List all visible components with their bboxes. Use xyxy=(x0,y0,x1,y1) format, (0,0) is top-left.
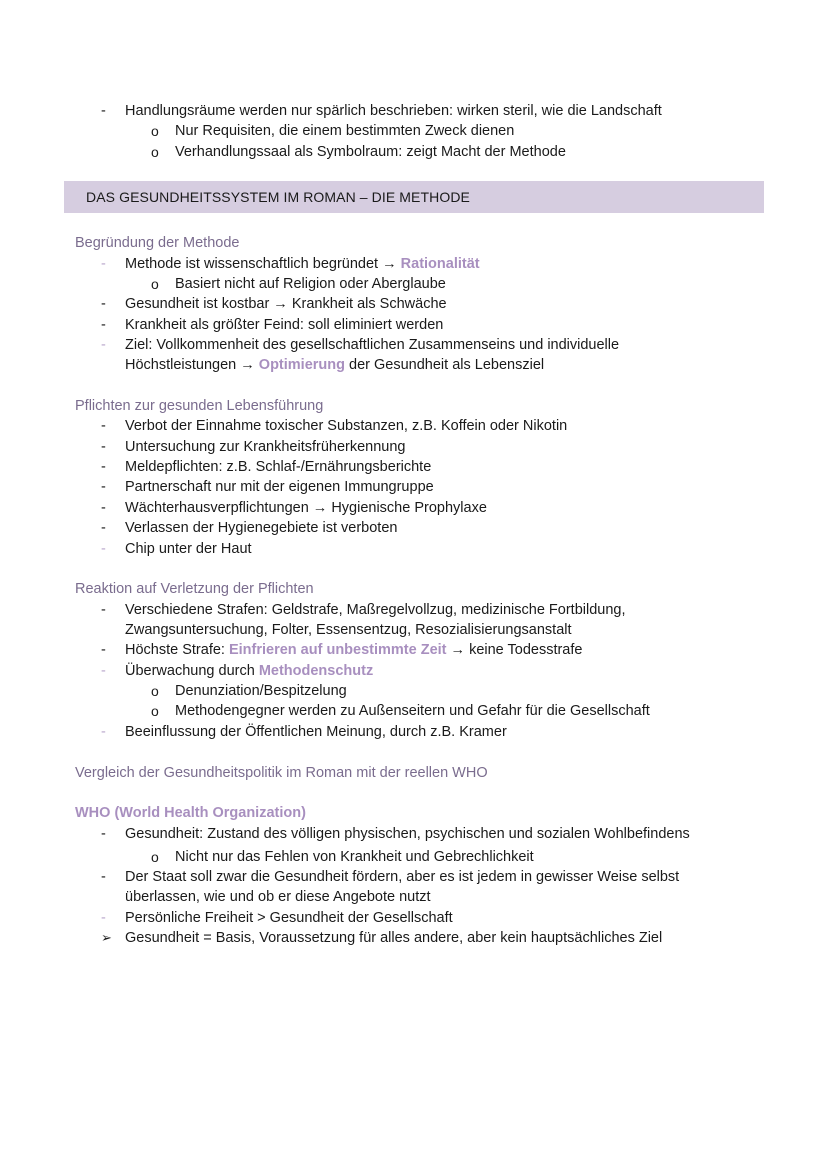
subheading-pflichten: Pflichten zur gesunden Lebensführung xyxy=(75,398,324,414)
bullet-dash: - xyxy=(101,869,106,885)
sub-bullet-text: Methodengegner werden zu Außenseitern und Gefahr für die Gesellschaft xyxy=(175,703,650,719)
sub-bullet-text: Nur Requisiten, die einem bestimmten Zweck dienen xyxy=(175,123,515,139)
arrow-bullet-icon: ➢ xyxy=(101,930,112,945)
bullet-dash: - xyxy=(101,663,106,679)
list-item: Chip unter der Haut xyxy=(125,541,252,557)
sub-bullet-text: Verhandlungssaal als Symbolraum: zeigt Macht der Methode xyxy=(175,144,566,160)
bullet-text: Gesundheit = Basis, Voraussetzung für alles andere, aber kein hauptsächliches Ziel xyxy=(125,930,663,946)
bullet-text: Höchste Strafe: Einfrieren auf unbestimmte Zeit → keine Todesstrafe xyxy=(125,642,583,658)
bullet-text: Beeinflussung der Öffentlichen Meinung, durch z.B. Kramer xyxy=(125,724,507,740)
sub-bullet: o xyxy=(151,703,159,719)
list-item: Verbot der Einnahme toxischer Substanzen, z.B. Koffein oder Nikotin xyxy=(125,418,568,434)
bullet-dash: - xyxy=(101,256,106,272)
bullet-text: Verschiedene Strafen: Geldstrafe, Maßregelvollzug, medizinische Fortbildung, xyxy=(125,602,626,618)
bullet-text: Persönliche Freiheit > Gesundheit der Gesellschaft xyxy=(125,910,453,926)
highlight-rationalitaet: Rationalität xyxy=(400,256,480,272)
bullet-text: Gesundheit: Zustand des völligen physischen, psychischen und sozialen Wohlbefindens xyxy=(125,826,690,842)
bullet-dash: - xyxy=(101,103,106,119)
bullet-dash: - xyxy=(101,479,106,495)
bullet-dash: - xyxy=(101,439,106,455)
bullet-text: Gesundheit ist kostbar → Krankheit als Schwäche xyxy=(125,296,447,312)
bullet-dash: - xyxy=(101,541,106,557)
subheading-begruendung: Begründung der Methode xyxy=(75,235,240,251)
bullet-dash: - xyxy=(101,520,106,536)
bullet-dash: - xyxy=(101,500,106,516)
sub-bullet-text: Nicht nur das Fehlen von Krankheit und Gebrechlichkeit xyxy=(175,849,534,865)
list-item: Partnerschaft nur mit der eigenen Immungruppe xyxy=(125,479,434,495)
sub-bullet: o xyxy=(151,683,159,699)
subheading-reaktion: Reaktion auf Verletzung der Pflichten xyxy=(75,581,314,597)
bullet-dash: - xyxy=(101,317,106,333)
bullet-text-cont: überlassen, wie und ob er diese Angebote nutzt xyxy=(125,889,431,905)
sub-bullet: o xyxy=(151,276,159,292)
bullet-text: Der Staat soll zwar die Gesundheit fördern, aber es ist jedem in gewisser Weise selbst xyxy=(125,869,680,885)
bullet-dash: - xyxy=(101,337,106,353)
highlight-einfrieren: Einfrieren auf unbestimmte Zeit xyxy=(228,642,447,658)
bullet-text: Ziel: Vollkommenheit des gesellschaftlichen Zusammenseins und individuelle xyxy=(125,337,620,353)
bullet-text: Überwachung durch Methodenschutz xyxy=(125,663,374,679)
sub-bullet: o xyxy=(151,849,159,865)
sub-bullet-text: Denunziation/Bespitzelung xyxy=(175,683,347,699)
highlight-optimierung: Optimierung xyxy=(258,357,345,373)
list-item: Wächterhausverpflichtungen → Hygienische Prophylaxe xyxy=(125,500,487,516)
section-heading: DAS GESUNDHEITSSYSTEM IM ROMAN – DIE METHODE xyxy=(86,189,470,205)
bullet-dash: - xyxy=(101,459,106,475)
bullet-dash: - xyxy=(101,602,106,618)
bullet-text: Krankheit als größter Feind: soll eliminiert werden xyxy=(125,317,444,333)
bullet-text: Handlungsräume werden nur spärlich beschrieben: wirken steril, wie die Landschaft xyxy=(125,103,662,119)
who-title: WHO (World Health Organization) xyxy=(75,805,306,821)
sub-bullet: o xyxy=(151,123,159,139)
bullet-dash: - xyxy=(101,724,106,740)
bullet-text-cont: Höchstleistungen → Optimierung der Gesundheit als Lebensziel xyxy=(125,357,545,373)
sub-bullet: o xyxy=(151,144,159,160)
bullet-dash: - xyxy=(101,910,106,926)
bullet-dash: - xyxy=(101,826,106,842)
bullet-dash: - xyxy=(101,642,106,658)
bullet-dash: - xyxy=(101,296,106,312)
bullet-dash: - xyxy=(101,418,106,434)
highlight-methodenschutz: Methodenschutz xyxy=(258,663,374,679)
list-item: Untersuchung zur Krankheitsfrüherkennung xyxy=(125,439,406,455)
subheading-vergleich: Vergleich der Gesundheitspolitik im Roman mit der reellen WHO xyxy=(75,765,488,781)
list-item: Verlassen der Hygienegebiete ist verboten xyxy=(125,520,398,536)
list-item: Meldepflichten: z.B. Schlaf-/Ernährungsberichte xyxy=(125,459,432,475)
sub-bullet-text: Basiert nicht auf Religion oder Aberglaube xyxy=(175,276,446,292)
bullet-text-cont: Zwangsuntersuchung, Folter, Essensentzug, Resozialisierungsanstalt xyxy=(125,622,572,638)
bullet-text: Methode ist wissenschaftlich begründet → Rationalität xyxy=(125,256,480,272)
